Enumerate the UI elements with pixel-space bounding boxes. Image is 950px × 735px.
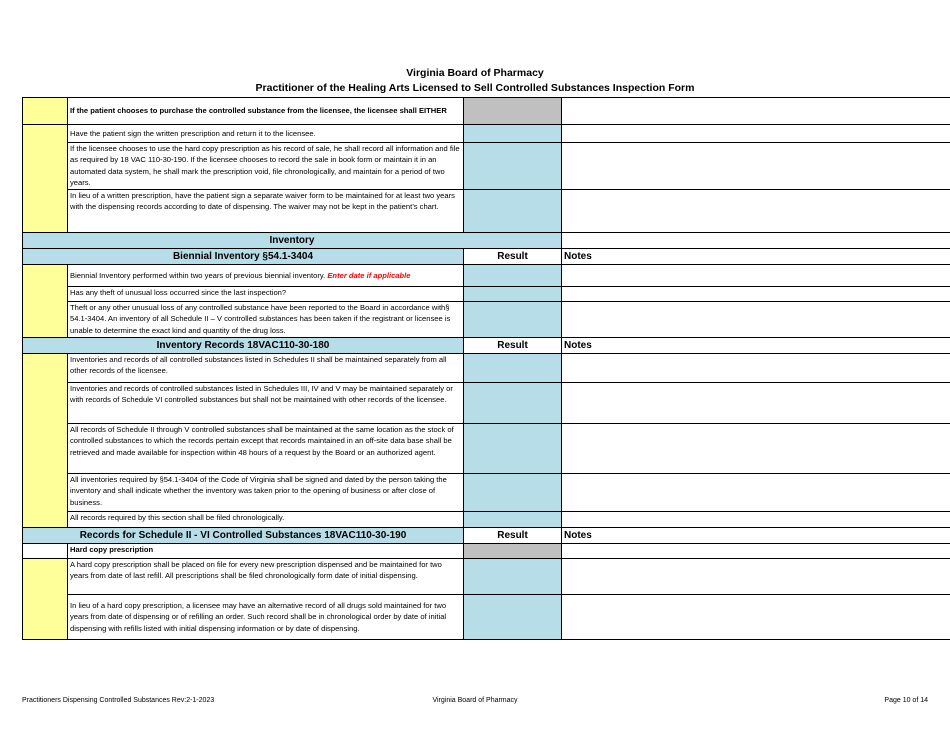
section-title-biennial: Biennial Inventory §54.1-3404 <box>23 249 464 265</box>
item-text: Theft or any other unusual loss of any controlled substance have been reported to the Board in accordance with§ 54.1-3404. An inventory of all Schedule II – V controlled substances has been taken if the registrant or licensee is unable to determine the exact kind and quantity of the drug loss. <box>68 302 464 338</box>
option-text: In lieu of a written prescription, have the patient sign a separate waiver form to be maintained for at least two years with the dispensing records according to date of dispensing. The waiver may not be kept in the patient’s chart. <box>68 190 464 233</box>
section-row <box>23 338 950 354</box>
table-row <box>23 474 950 512</box>
table-row <box>23 190 950 233</box>
item-text: A hard copy prescription shall be placed on file for every new prescription dispensed and be maintained for two years from date of last refill. All prescriptions shall be filed chronologically form date of initial dispensing. <box>68 559 464 595</box>
notes-cell[interactable] <box>562 265 950 287</box>
item-text: All records required by this section shall be filed chronologically. <box>68 512 464 528</box>
table-row <box>23 383 950 424</box>
notes-header: Notes <box>562 338 950 354</box>
table-row <box>23 287 950 302</box>
marker-cell <box>23 559 68 640</box>
footer-revision: Practitioners Dispensing Controlled Substances Rev:2-1-2023 <box>22 697 215 704</box>
section-row <box>23 528 950 544</box>
result-cell[interactable] <box>464 302 562 338</box>
form-title-line1: Virginia Board of Pharmacy <box>406 67 544 79</box>
marker-cell <box>23 98 68 125</box>
table-row <box>23 125 950 143</box>
notes-cell[interactable] <box>562 143 950 190</box>
table-row <box>23 265 950 287</box>
biennial-inventory-text: Biennial Inventory performed within two years of previous biennial inventory. <box>70 270 326 280</box>
result-cell[interactable] <box>464 265 562 287</box>
table-row <box>23 512 950 528</box>
patient-either-text: If the patient chooses to purchase the controlled substance from the licensee, the licensee shall EITHER <box>68 98 464 125</box>
marker-cell <box>23 354 68 528</box>
item-text: In lieu of a hard copy prescription, a licensee may have an alternative record of all drugs sold maintained for two years from date of dispensing or of refilling an order. Such record shall be in chronological order by date of initial dispensing with refills listed with initial dispensing information or by date of dispensing. <box>68 595 464 640</box>
notes-cell[interactable] <box>562 474 950 512</box>
item-text: All inventories required by §54.1-3404 of the Code of Virginia shall be signed and dated by the person taking the inventory and shall indicate whether the inventory was taken prior to the opening of business or after close of business. <box>68 474 464 512</box>
option-text: Have the patient sign the written prescription and return it to the licensee. <box>68 125 464 143</box>
section-title-records: Inventory Records 18VAC110-30-180 <box>23 338 464 354</box>
result-cell-disabled <box>464 544 562 559</box>
table-row <box>23 544 950 559</box>
marker-cell <box>23 265 68 338</box>
result-cell[interactable] <box>464 595 562 640</box>
notes-cell[interactable] <box>562 190 950 233</box>
notes-header: Notes <box>562 528 950 544</box>
item-text: All records of Schedule II through V controlled substances shall be maintained at the same location as the stock of controlled substances to which the records pertain except that records maintained in an off-site data base shall be retrieved and made available for inspection within 48 hours of a request by the Board or an authorized agent. <box>68 424 464 474</box>
notes-cell[interactable] <box>562 595 950 640</box>
result-cell[interactable] <box>464 125 562 143</box>
result-cell[interactable] <box>464 474 562 512</box>
result-cell-disabled <box>464 98 562 125</box>
table-row <box>23 98 950 125</box>
result-cell[interactable] <box>464 287 562 302</box>
hard-copy-label: Hard copy prescription <box>68 544 464 559</box>
table-row <box>23 559 950 595</box>
notes-cell[interactable] <box>562 302 950 338</box>
inspection-form-table <box>22 97 950 640</box>
footer-board-name: Virginia Board of Pharmacy <box>432 697 518 704</box>
notes-cell[interactable] <box>562 98 950 125</box>
section-title-schedule: Records for Schedule II - VI Controlled Substances 18VAC110-30-190 <box>23 528 464 544</box>
result-cell[interactable] <box>464 354 562 383</box>
result-header: Result <box>464 528 562 544</box>
result-cell[interactable] <box>464 143 562 190</box>
item-text <box>68 265 464 287</box>
option-text: If the licensee chooses to use the hard copy prescription as his record of sale, he shall record all information and file as required by 18 VAC 110-30-190. If the licensee chooses to record the sale in book form or maintain it in an automated data system, he shall mark the prescription void, file chronologically, and maintain for a period of two years. <box>68 143 464 190</box>
table-row <box>23 302 950 338</box>
notes-cell[interactable] <box>562 383 950 424</box>
notes-cell[interactable] <box>562 512 950 528</box>
result-cell[interactable] <box>464 383 562 424</box>
form-title-line2: Practitioner of the Healing Arts Licensed to Sell Controlled Substances Inspection Form <box>255 82 695 94</box>
result-cell[interactable] <box>464 424 562 474</box>
marker-cell <box>23 544 68 559</box>
table-row <box>23 424 950 474</box>
section-row <box>23 233 950 249</box>
notes-cell[interactable] <box>562 544 950 559</box>
result-cell[interactable] <box>464 512 562 528</box>
notes-cell[interactable] <box>562 424 950 474</box>
notes-cell[interactable] <box>562 559 950 595</box>
table-row <box>23 354 950 383</box>
result-header: Result <box>464 338 562 354</box>
table-row <box>23 143 950 190</box>
notes-cell[interactable] <box>562 125 950 143</box>
section-title-inventory: Inventory <box>23 233 562 249</box>
blank-cell <box>562 233 950 249</box>
result-cell[interactable] <box>464 559 562 595</box>
marker-cell <box>23 125 68 233</box>
notes-cell[interactable] <box>562 354 950 383</box>
enter-date-hint: Enter date if applicable <box>327 270 411 280</box>
item-text: Inventories and records of all controlled substances listed in Schedules II shall be maintained separately from all other records of the licensee. <box>68 354 464 383</box>
item-text: Inventories and records of controlled substances listed in Schedules III, IV and V may be maintained separately or with records of Schedule VI controlled substances but shall not be maintained with other records of the licensee. <box>68 383 464 424</box>
result-header: Result <box>464 249 562 265</box>
notes-cell[interactable] <box>562 287 950 302</box>
item-text: Has any theft of unusual loss occurred since the last inspection? <box>68 287 464 302</box>
footer-page-number: Page 10 of 14 <box>884 697 928 704</box>
section-row <box>23 249 950 265</box>
table-row <box>23 595 950 640</box>
notes-header: Notes <box>562 249 950 265</box>
result-cell[interactable] <box>464 190 562 233</box>
